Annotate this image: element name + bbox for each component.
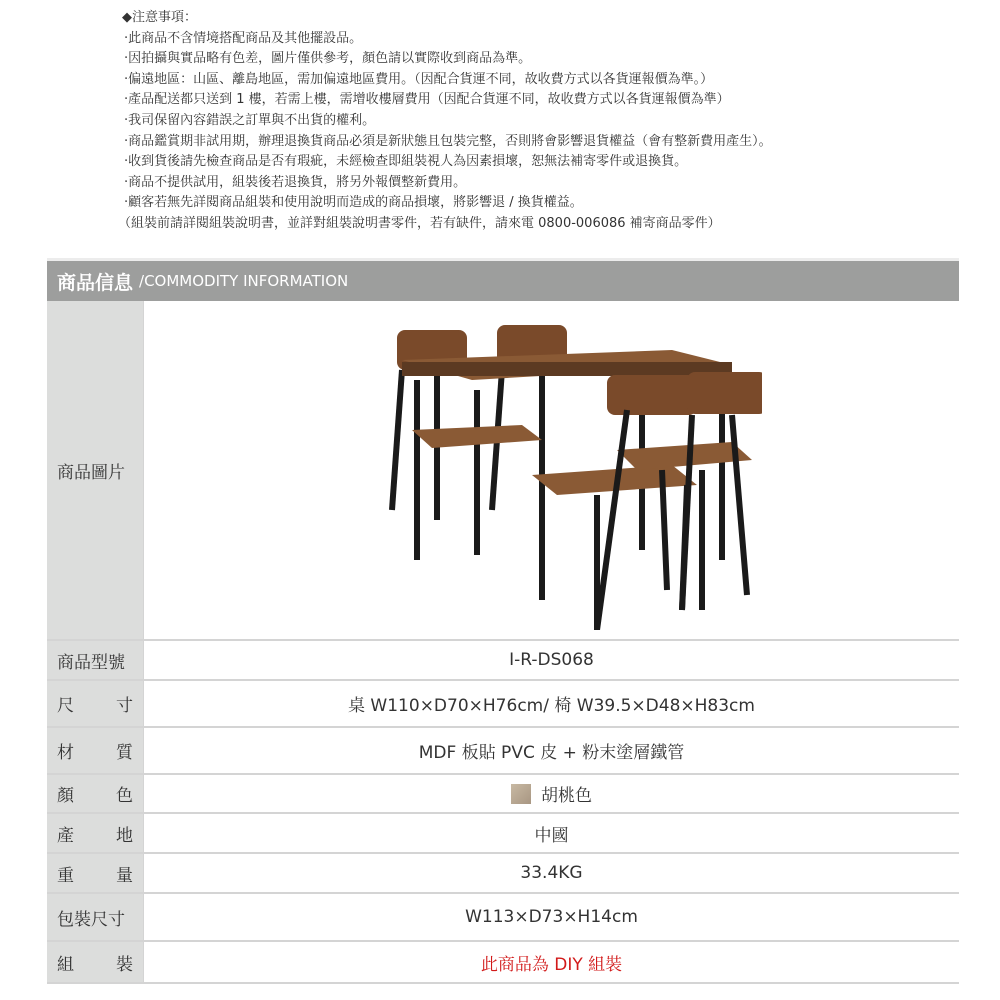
row-assembly — [47, 942, 959, 984]
label-text: 商品型號 — [57, 652, 125, 673]
row-label — [47, 894, 143, 940]
note-item: ‧收到貨後請先檢查商品是否有瑕疵，未經檢查即組裝視人為因素損壞，恕無法補寄零件或退換貨。 — [124, 154, 688, 170]
row-value: 33.4KG — [143, 854, 959, 892]
label-text: 尺 — [57, 696, 74, 716]
row-label: 商品圖片 — [47, 301, 143, 639]
label-text: 量 — [116, 865, 133, 886]
row-label — [47, 641, 143, 679]
row-size — [47, 681, 959, 728]
info-subtitle: /COMMODITY INFORMATION — [139, 272, 349, 290]
row-label — [47, 681, 143, 726]
label-text: 裝 — [116, 954, 133, 975]
color-name: 胡桃色 — [541, 786, 592, 806]
row-value: W113×D73×H14cm — [143, 894, 959, 940]
notes-title: ◆注意事項： — [122, 10, 197, 25]
label-text: 包裝尺寸 — [57, 909, 125, 930]
info-title: 商品信息 — [57, 271, 134, 294]
row-value: 中國 — [143, 814, 959, 852]
note-item: ‧我司保留內容錯誤之訂單與不出貨的權利。 — [124, 112, 376, 128]
row-value: 桌 W110×D70×H76cm/ 椅 W39.5×D48×H83cm — [143, 681, 959, 726]
note-item: ‧商品鑑賞期非試用期，辦理退換貨商品必須是新狀態且包裝完整，否則將會影響退貨權益（會有整新費用產生）。 — [124, 133, 772, 149]
note-item: ‧商品不提供試用，組裝後若退換貨，將另外報價整新費用。 — [124, 174, 467, 190]
commodity-info-table — [47, 258, 959, 984]
dining-set-illustration — [342, 310, 762, 630]
label-text: 材 — [57, 743, 74, 763]
label-text: 產 — [57, 825, 74, 846]
label-text: 色 — [116, 786, 133, 806]
row-value: I-R-DS068 — [143, 641, 959, 679]
row-material — [47, 728, 959, 775]
note-item: ‧偏遠地區：山區、離島地區，需加偏遠地區費用。（因配合貨運不同，故收費方式以各貨運報價為準。） — [124, 71, 714, 87]
note-item: ‧產品配送都只送到 1 樓，若需上樓，需增收樓層費用（因配合貨運不同，故收費方式以各貨運報價為準） — [124, 92, 730, 108]
row-label — [47, 942, 143, 982]
notes-section — [118, 8, 772, 235]
note-item: ‧顧客若無先詳閱商品組裝和使用說明而造成的商品損壞，將影響退 / 換貨權益。 — [124, 195, 583, 211]
row-package-size — [47, 894, 959, 942]
row-label — [47, 775, 143, 812]
label-text: 組 — [57, 954, 74, 975]
row-value — [143, 775, 959, 812]
note-item: ‧因拍攝與實品略有色差，圖片僅供參考，顏色請以實際收到商品為準。 — [124, 51, 532, 67]
note-item: ‧此商品不含情境搭配商品及其他擺設品。 — [124, 30, 363, 46]
row-value: 此商品為 DIY 組裝 — [143, 942, 959, 982]
row-origin — [47, 814, 959, 854]
notes-footer: （組裝前請詳閱組裝說明書，並詳對組裝說明書零件，若有缺件，請來電 0800-006086 補寄商品零件） — [118, 215, 721, 231]
row-label — [47, 728, 143, 773]
label-text: 顏 — [57, 786, 74, 806]
row-label — [47, 814, 143, 852]
label-text: 寸 — [116, 696, 133, 716]
image-row — [47, 301, 959, 641]
product-image — [143, 301, 959, 639]
color-swatch — [511, 784, 531, 804]
row-weight — [47, 854, 959, 894]
label-text: 質 — [116, 743, 133, 763]
row-model — [47, 641, 959, 681]
label-text: 地 — [116, 825, 133, 846]
row-label — [47, 854, 143, 892]
row-value: MDF 板貼 PVC 皮 + 粉末塗層鐵管 — [143, 728, 959, 773]
row-color — [47, 775, 959, 814]
info-header — [47, 261, 959, 301]
label-text: 重 — [57, 865, 74, 886]
